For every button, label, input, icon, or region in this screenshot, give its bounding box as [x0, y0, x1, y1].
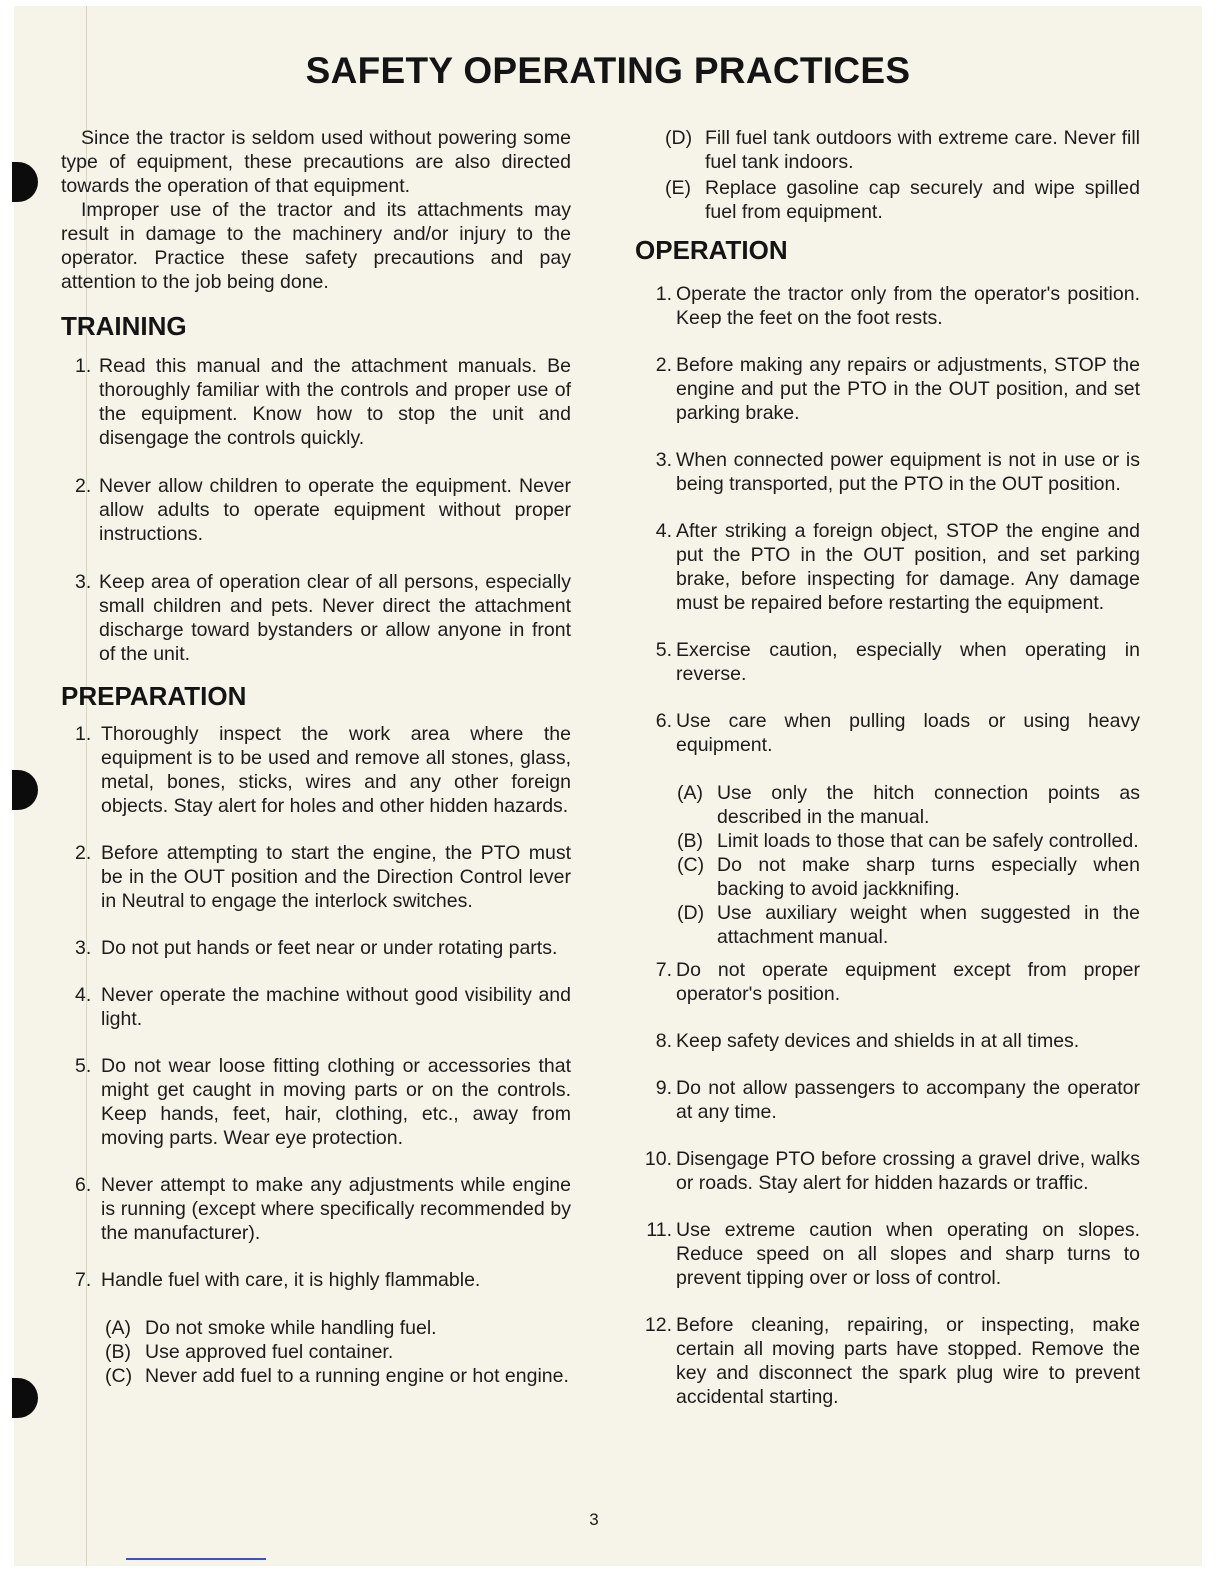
item-number: 8.	[655, 1030, 672, 1052]
item-number: 4.	[655, 520, 672, 542]
scan-edge-mark	[126, 1558, 266, 1560]
item-number: 5.	[655, 639, 672, 661]
preparation-item	[75, 1268, 571, 1292]
item-number: 3.	[75, 937, 92, 959]
fuel-subitem	[665, 126, 1140, 174]
preparation-list	[61, 722, 571, 1292]
item-text: Handle fuel with care, it is highly flammable.	[101, 1269, 481, 1291]
load-subitem	[677, 901, 1140, 949]
load-sublist	[635, 781, 1140, 949]
item-number: 3.	[655, 449, 672, 471]
item-text: Thoroughly inspect the work area where the equipment is to be used and remove all stones, glass, metal, bones, sticks, wires and any other foreign objects. Stay alert for holes and other hidden hazards.	[101, 723, 571, 817]
item-text: Do not allow passengers to accompany the operator at any time.	[676, 1077, 1140, 1123]
preparation-item	[75, 1173, 571, 1245]
item-number: 1.	[75, 723, 92, 745]
item-text: Before making any repairs or adjustments, STOP the engine and put the PTO in the OUT position, and set parking brake.	[676, 354, 1140, 424]
subitem-letter: (D)	[677, 902, 705, 924]
item-text: Before attempting to start the engine, the PTO must be in the OUT position and the Direction Control lever in Neutral to engage the interlock switches.	[101, 842, 571, 912]
item-number: 5.	[75, 1055, 92, 1077]
page-number: 3	[589, 1510, 599, 1529]
operation-list	[635, 282, 1140, 757]
item-text: Do not wear loose fitting clothing or accessories that might get caught in moving parts or on the controls. Keep hands, feet, hair, clothing, etc., away from moving parts. Wear eye protection.	[101, 1055, 571, 1149]
item-number: 9.	[655, 1077, 672, 1099]
intro-paragraph: Since the tractor is seldom used without powering some type of equipment, these precautions are also directed towards the operation of that equipment.	[61, 127, 571, 197]
fuel-subitem	[105, 1340, 571, 1364]
operation-item	[639, 282, 1140, 330]
fuel-sublist	[61, 1316, 571, 1388]
operation-item	[639, 958, 1140, 1006]
manual-page	[14, 6, 1202, 1566]
subitem-letter: (A)	[677, 782, 703, 804]
item-number: 3.	[75, 571, 92, 593]
operation-item	[639, 353, 1140, 425]
item-text: Read this manual and the attachment manuals. Be thoroughly familiar with the controls and proper use of the equipment. Know how to stop the unit and disengage the controls quickly.	[99, 355, 571, 449]
item-text: Before cleaning, repairing, or inspecting, make certain all moving parts have stopped. Remove the key and disconnect the spark plug wire to prevent accidental starting.	[676, 1314, 1140, 1408]
subitem-text: Limit loads to those that can be safely controlled.	[717, 830, 1139, 852]
item-text: Use care when pulling loads or using heavy equipment.	[676, 710, 1140, 756]
item-text: Never attempt to make any adjustments while engine is running (except where specifically recommended by the manufacturer).	[101, 1174, 571, 1244]
page-title: SAFETY OPERATING PRACTICES	[305, 50, 911, 91]
subitem-text: Do not make sharp turns especially when backing to avoid jackknifing.	[717, 854, 1140, 900]
load-subitem	[677, 781, 1140, 829]
subitem-letter: (C)	[105, 1365, 133, 1387]
subitem-letter: (E)	[665, 177, 691, 199]
preparation-item	[75, 936, 571, 960]
item-text: Never allow children to operate the equipment. Never allow adults to operate equipment without proper instructions.	[99, 475, 571, 545]
subitem-text: Use approved fuel container.	[145, 1341, 394, 1363]
preparation-item	[75, 841, 571, 913]
fuel-subitem	[105, 1316, 571, 1340]
training-item	[75, 570, 571, 666]
preparation-item	[75, 1054, 571, 1150]
punch-hole-top	[12, 162, 38, 202]
item-number: 1.	[655, 283, 672, 305]
operation-item	[639, 1029, 1140, 1053]
subitem-text: Replace gasoline cap securely and wipe spilled fuel from equipment.	[705, 177, 1140, 223]
item-number: 11.	[646, 1219, 672, 1241]
operation-item	[639, 519, 1140, 615]
item-number: 2.	[655, 354, 672, 376]
item-number: 2.	[75, 842, 92, 864]
item-number: 7.	[655, 959, 672, 981]
operation-item	[639, 1313, 1140, 1409]
fuel-subitem	[665, 176, 1140, 224]
training-heading: TRAINING	[61, 311, 187, 341]
intro-paragraph: Improper use of the tractor and its attachments may result in damage to the machinery and/or injury to the operator. Practice these safety precautions and pay attention to the job being done.	[61, 199, 571, 293]
item-text: Keep safety devices and shields in at all times.	[676, 1030, 1080, 1052]
item-number: 6.	[655, 710, 672, 732]
item-text: Never operate the machine without good visibility and light.	[101, 984, 571, 1030]
subitem-text: Never add fuel to a running engine or hot engine.	[145, 1365, 569, 1387]
subitem-text: Use only the hitch connection points as described in the manual.	[717, 782, 1140, 828]
item-text: Operate the tractor only from the operator's position. Keep the feet on the foot rests.	[676, 283, 1140, 329]
item-number: 4.	[75, 984, 92, 1006]
training-list	[61, 354, 571, 666]
subitem-letter: (B)	[105, 1341, 131, 1363]
item-text: Use extreme caution when operating on slopes. Reduce speed on all slopes and sharp turns to prevent tipping over or loss of control.	[676, 1219, 1140, 1289]
operation-item	[639, 1147, 1140, 1195]
item-text: Keep area of operation clear of all persons, especially small children and pets. Never direct the attachment discharge toward bystanders or allow anyone in front of the unit.	[99, 571, 571, 665]
punch-hole-bottom	[12, 1378, 38, 1418]
operation-item	[639, 638, 1140, 686]
preparation-heading: PREPARATION	[61, 681, 247, 711]
item-text: After striking a foreign object, STOP the engine and put the PTO in the OUT position, and set parking brake, before inspecting for damage. Any damage must be repaired before restarting the equipment.	[676, 520, 1140, 614]
load-subitem	[677, 829, 1140, 853]
right-column	[635, 126, 1140, 1409]
subitem-text: Do not smoke while handling fuel.	[145, 1317, 437, 1339]
item-number: 6.	[75, 1174, 92, 1196]
training-item	[75, 474, 571, 546]
item-number: 1.	[75, 355, 92, 377]
operation-item	[639, 1076, 1140, 1124]
subitem-letter: (D)	[665, 127, 693, 149]
load-subitem	[677, 853, 1140, 901]
item-text: Do not put hands or feet near or under rotating parts.	[101, 937, 558, 959]
operation-item	[639, 448, 1140, 496]
fuel-subitem	[105, 1364, 571, 1388]
item-number: 7.	[75, 1269, 92, 1291]
subitem-letter: (A)	[105, 1317, 131, 1339]
preparation-item	[75, 722, 571, 818]
training-item	[75, 354, 571, 450]
subitem-text: Fill fuel tank outdoors with extreme care. Never fill fuel tank indoors.	[705, 127, 1140, 173]
subitem-letter: (B)	[677, 830, 703, 852]
operation-heading: OPERATION	[635, 235, 788, 265]
item-number: 10.	[644, 1148, 672, 1170]
subitem-letter: (C)	[677, 854, 705, 876]
punch-hole-middle	[12, 770, 38, 810]
fuel-sublist-continued	[635, 126, 1140, 224]
left-column	[61, 126, 571, 1388]
operation-item	[639, 709, 1140, 757]
item-text: Disengage PTO before crossing a gravel drive, walks or roads. Stay alert for hidden hazards or traffic.	[676, 1148, 1140, 1194]
preparation-item	[75, 983, 571, 1031]
item-number: 12.	[644, 1314, 672, 1336]
operation-item	[639, 1218, 1140, 1290]
item-text: Exercise caution, especially when operating in reverse.	[676, 639, 1140, 685]
operation-list-continued	[635, 958, 1140, 1409]
item-number: 2.	[75, 475, 92, 497]
subitem-text: Use auxiliary weight when suggested in the attachment manual.	[717, 902, 1140, 948]
item-text: Do not operate equipment except from proper operator's position.	[676, 959, 1140, 1005]
item-text: When connected power equipment is not in use or is being transported, put the PTO in the OUT position.	[676, 449, 1140, 495]
